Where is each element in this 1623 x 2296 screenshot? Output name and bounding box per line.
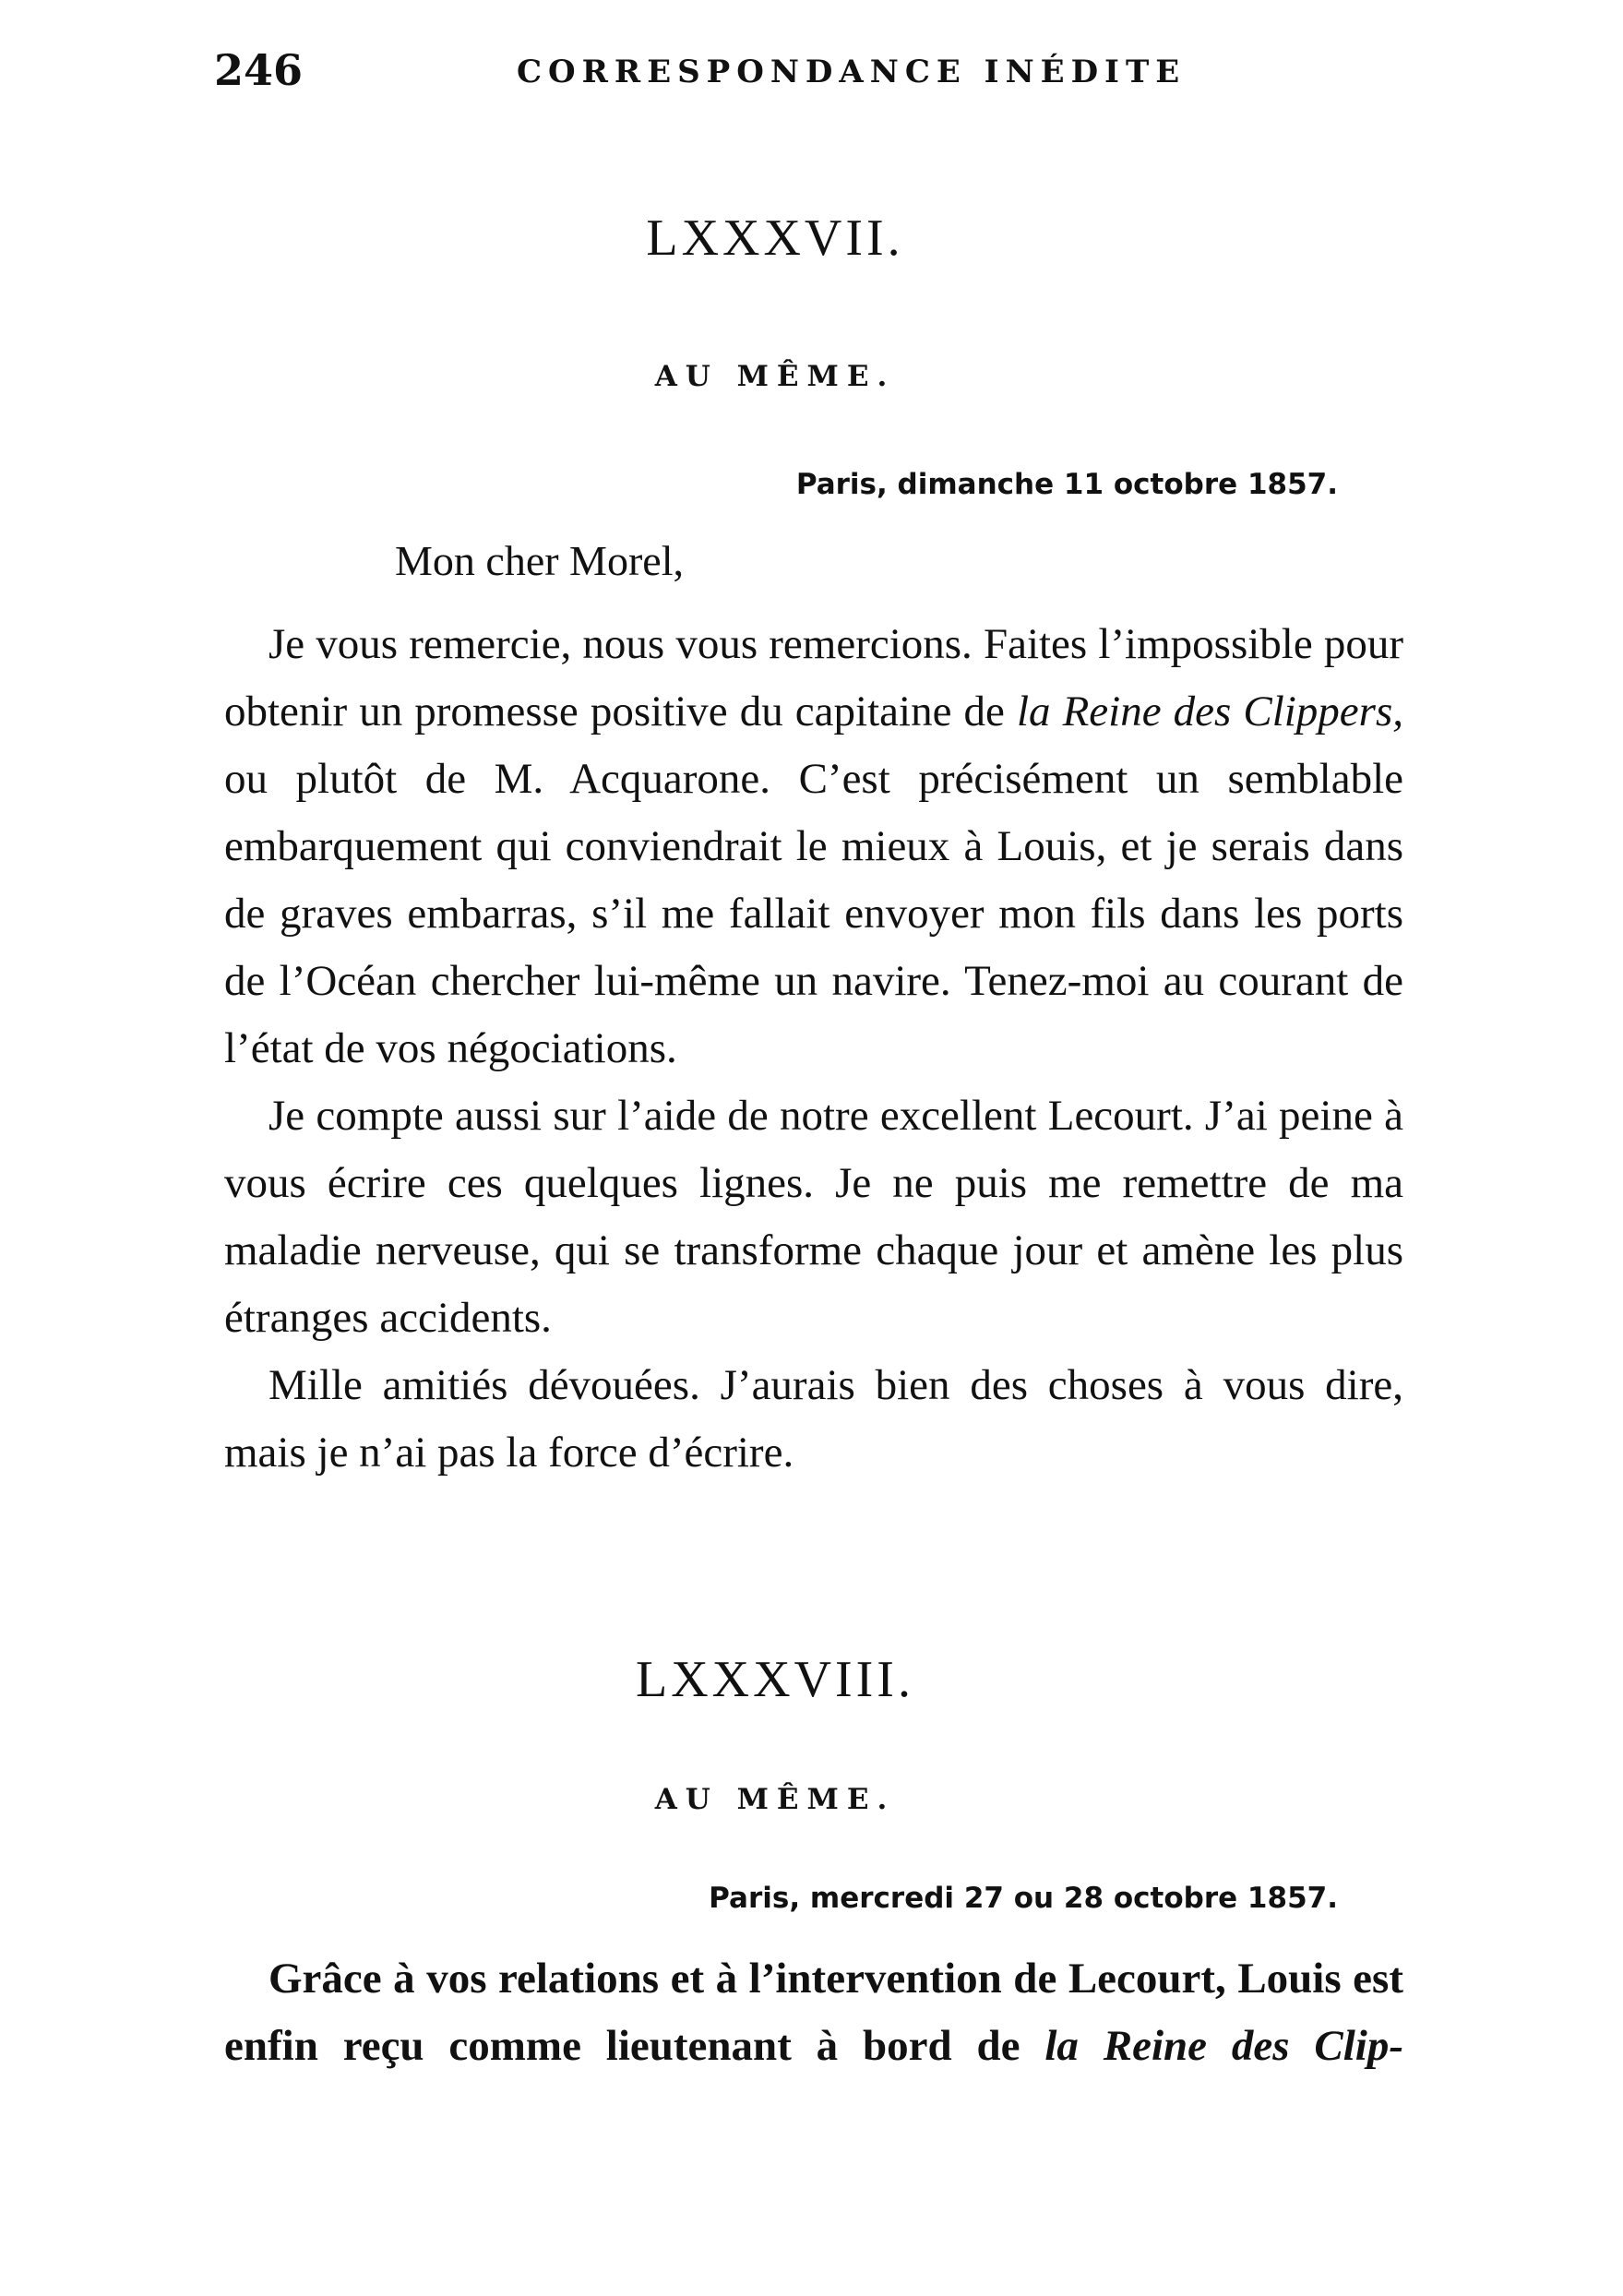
- letter-salutation: Mon cher Morel,: [395, 537, 684, 584]
- paragraph-text: Je compte aussi sur l’aide de notre excellent Lecourt. J’ai peine à vous écrire ces quelques lignes. Je ne puis me remettre de ma maladie nerveuse, qui se transforme chaque jour et amène les plus étranges accidents.: [224, 1092, 1403, 1342]
- letter-88-body: [224, 1945, 1403, 2080]
- letter-number-88: LXXXVIII.: [636, 1651, 914, 1708]
- letter-dateline: Paris, mercredi 27 ou 28 octobre 1857.: [709, 1882, 1338, 1915]
- paragraph-text: Je vous remercie, nous vous remercions. Faites l’impossible pour obtenir un promesse positive du capitaine de: [224, 620, 1403, 735]
- paragraph-text: Mille amitiés dévouées. J’aurais bien des choses à vous dire, mais je n’ai pas la force d’écrire.: [224, 1361, 1403, 1477]
- letter-dateline: Paris, dimanche 11 octobre 1857.: [795, 468, 1338, 501]
- running-head: CORRESPONDANCE INÉDITE: [517, 54, 1187, 90]
- ship-name-italic: la Reine des Clippers,: [1016, 688, 1403, 735]
- page-number: 246: [214, 45, 304, 95]
- paragraph: [224, 611, 1403, 1082]
- letter-addressee: AU MÊME.: [654, 360, 896, 393]
- letter-addressee: AU MÊME.: [654, 1783, 896, 1816]
- ship-name-italic: la Reine des Clip-: [1044, 2022, 1404, 2070]
- paragraph: [224, 1082, 1403, 1352]
- paragraph: [224, 1352, 1403, 1487]
- paragraph-text: ou plutôt de M. Acquarone. C’est précisément un semblable embarquement qui conviendrait le mieux à Louis, et je serais dans de graves embarras, s’il me fallait envoyer mon fils dans les ports de l’Océan chercher lui-même un navire. Tenez-moi au courant de l’état de vos négociations.: [224, 755, 1403, 1072]
- letter-87-body: [224, 611, 1403, 1487]
- letter-number-87: LXXXVII.: [646, 209, 904, 267]
- paragraph-text: Grâce à vos relations et à l’intervention de Lecourt, Louis est enfin reçu comme lieutenant à bord de: [224, 1955, 1403, 2070]
- paragraph: [224, 1945, 1403, 2080]
